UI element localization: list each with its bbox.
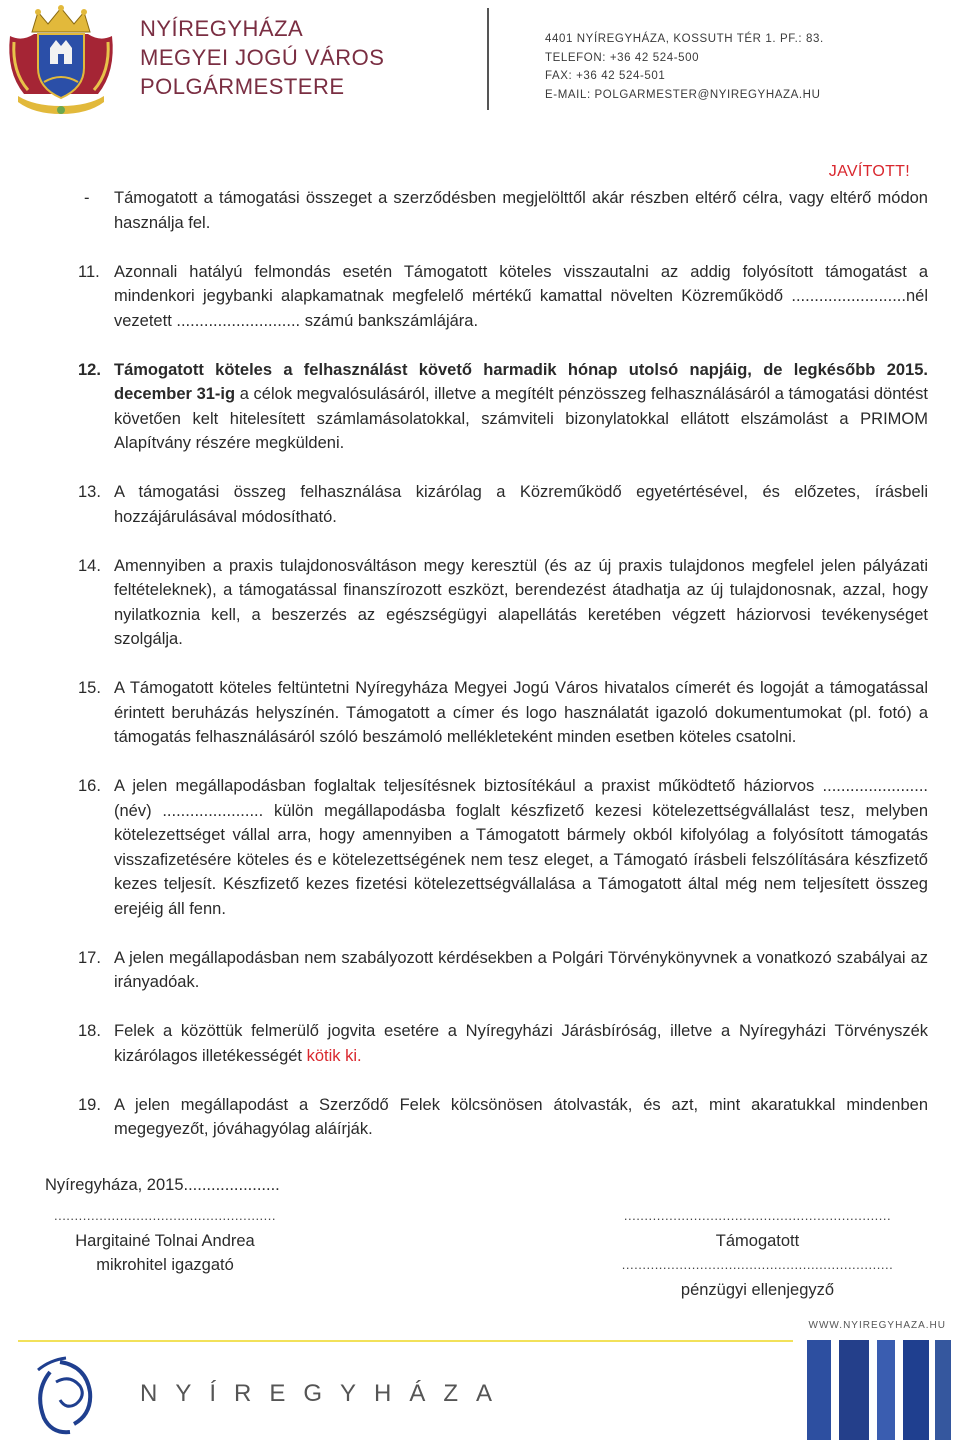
contact-fax: FAX: +36 42 524-501 <box>545 70 666 82</box>
list-item-text: A jelen megállapodásban foglaltak teljesítésnek biztosítékául a praxist működtető háziorvos ....................... (név) ...................... külön megállapodásba foglalt készfizető kezesi kötelezettségvállalást tesz, melyben kötelezettséget vállal arra, hogy amennyiben a Támogatott bármely okból kifolyólag a folyósított támogatás visszafizetésére köteles és e kötelezettségének nem tesz eleget, a Támogató írásbeli felszólítására készfizető kezes teljesít. Készfizető kezes fizetési kötelezettségvállalása a Támogatott által még nem teljesített összeg erejéig áll fenn. <box>114 777 928 918</box>
footer-bars-decoration <box>803 1340 953 1440</box>
signature-line-left: ...................................................... <box>53 1208 277 1223</box>
contact-email: E-MAIL: POLGARMESTER@NYIREGYHAZA.HU <box>545 88 821 101</box>
list-number: 18. <box>78 1022 101 1040</box>
signature-line-right-2: .................................................................. <box>621 1257 894 1272</box>
list-number: 13. <box>78 483 101 501</box>
list-number: 16. <box>78 777 101 795</box>
signature-block-right <box>620 1204 895 1302</box>
footer-wordmark: NYÍREGYHÁZA <box>140 1380 511 1407</box>
list-item-red-text: kötik ki. <box>306 1046 362 1065</box>
city-logo-icon <box>30 1352 110 1438</box>
place-and-date: Nyíregyháza, 2015..................... <box>45 1176 280 1194</box>
list-item-11 <box>78 260 928 334</box>
list-number: 17. <box>78 948 101 967</box>
list-item-19 <box>78 1093 928 1142</box>
footer-divider <box>18 1340 793 1342</box>
org-name-line3: POLGÁRMESTERE <box>140 74 345 99</box>
list-item-text: Amennyiben a praxis tulajdonosváltáson megy keresztül (és az új praxis tulajdonos megfelel jelen pályázati feltételeknek), a támogatással finanszírozott eszközt, berendezést átadhatja az új tulajdonosnak, azzal, hogy nyilatkoznia kell, a beszerzés az egészségügyi alapellátás keretében végzett háziorvosi tevékenységet szolgálja. <box>114 556 928 648</box>
list-item-bold-text: Támogatott köteles a felhasználást követő harmadik hónap utolsó napjáig, de legkésőbb 2015. december 31-ig <box>114 360 928 403</box>
contact-phone: TELEFON: +36 42 524-500 <box>545 51 700 64</box>
list-item-dash <box>78 186 928 235</box>
list-item-text: Felek a közöttük felmerülő jogvita esetére a Nyíregyházi Járásbíróság, illetve a Nyíregyházi Törvényszék kizárólagos illetékességét <box>114 1022 928 1065</box>
signatory-name: Támogatott <box>715 1231 800 1250</box>
list-item-text: A Támogatott köteles feltüntetni Nyíregyháza Megyei Jogú Város hivatalos címerét és logoját a támogatással érintett beruházás helyszínén. Támogatott a címer és logo használatát igazoló dokumentumokat (pl. fotó) a támogatás felhasználásáról szóló beszámoló mellékleteként minden esetben köteles csatolni. <box>114 679 928 746</box>
org-name-line1: NYÍREGYHÁZA <box>140 16 304 41</box>
signature-block-left <box>40 1204 290 1278</box>
coat-of-arms-icon <box>4 2 118 120</box>
letterhead-contact <box>545 30 824 104</box>
list-number: 19. <box>78 1095 101 1114</box>
list-item-text: a célok megvalósulásáról, illetve a megítélt pénzösszeg felhasználásáról a támogatási döntést követően kelt hitelesített számlamásolatokkal, számviteli bizonylatokkal ellátott elszámolást a PRIMOM Alapítvány részére megküldeni. <box>114 385 928 452</box>
signatory-name: Hargitainé Tolnai Andrea <box>75 1231 255 1250</box>
letterhead-divider <box>487 8 489 110</box>
signature-line-right: ................................................................. <box>623 1208 892 1223</box>
list-number: 14. <box>78 556 101 575</box>
footer-website: WWW.NYIREGYHAZA.HU <box>808 1320 946 1331</box>
list-item-text: A jelen megállapodásban nem szabályozott kérdésekben a Polgári Törvénykönyvnek a vonatkozó szabályai az irányadóak. <box>114 948 928 991</box>
letterhead-organization <box>140 14 384 101</box>
list-item-14 <box>78 554 928 652</box>
list-item-text: A jelen megállapodást a Szerződő Felek kölcsönösen átolvasták, és azt, mint akaratukkal mindenben megegyezőt, jóváhagyólag aláírják. <box>114 1095 928 1138</box>
list-item-text: A támogatási összeg felhasználása kizárólag a Közreműködő egyetértésével, és előzetes, írásbeli hozzájárulásával módosítható. <box>114 483 928 526</box>
list-item-17 <box>78 946 928 995</box>
list-number: 11. <box>78 262 100 281</box>
list-item-12 <box>78 358 928 456</box>
document-body <box>78 186 928 1142</box>
corrected-stamp: JAVÍTOTT! <box>828 163 910 180</box>
contact-address: 4401 NYÍREGYHÁZA, KOSSUTH TÉR 1. PF.: 83. <box>545 33 824 45</box>
list-number: 12. <box>78 360 101 379</box>
list-item-13 <box>78 480 928 529</box>
list-marker: - <box>84 189 90 207</box>
org-name-line2: MEGYEI JOGÚ VÁROS <box>140 45 385 70</box>
list-item-text: Azonnali hatályú felmondás esetén Támogatott köteles visszautalni az addig folyósított támogatást a mindenkori jegybanki alapkamatnak megfelelő mértékű kamattal növelten Közreműködő .........................nél vezetett ........................... számú bankszámlájára. <box>114 262 928 330</box>
list-item-15 <box>78 676 928 750</box>
signatory-role: pénzügyi ellenjegyző <box>680 1280 835 1299</box>
list-item-16 <box>78 774 928 921</box>
list-item-18 <box>78 1019 928 1068</box>
list-number: 15. <box>78 679 101 697</box>
signatory-role: mikrohitel igazgató <box>96 1256 234 1274</box>
list-item-text: Támogatott a támogatási összeget a szerződésben megjelölttől akár részben eltérő célra, vagy eltérő módon használja fel. <box>114 189 928 232</box>
